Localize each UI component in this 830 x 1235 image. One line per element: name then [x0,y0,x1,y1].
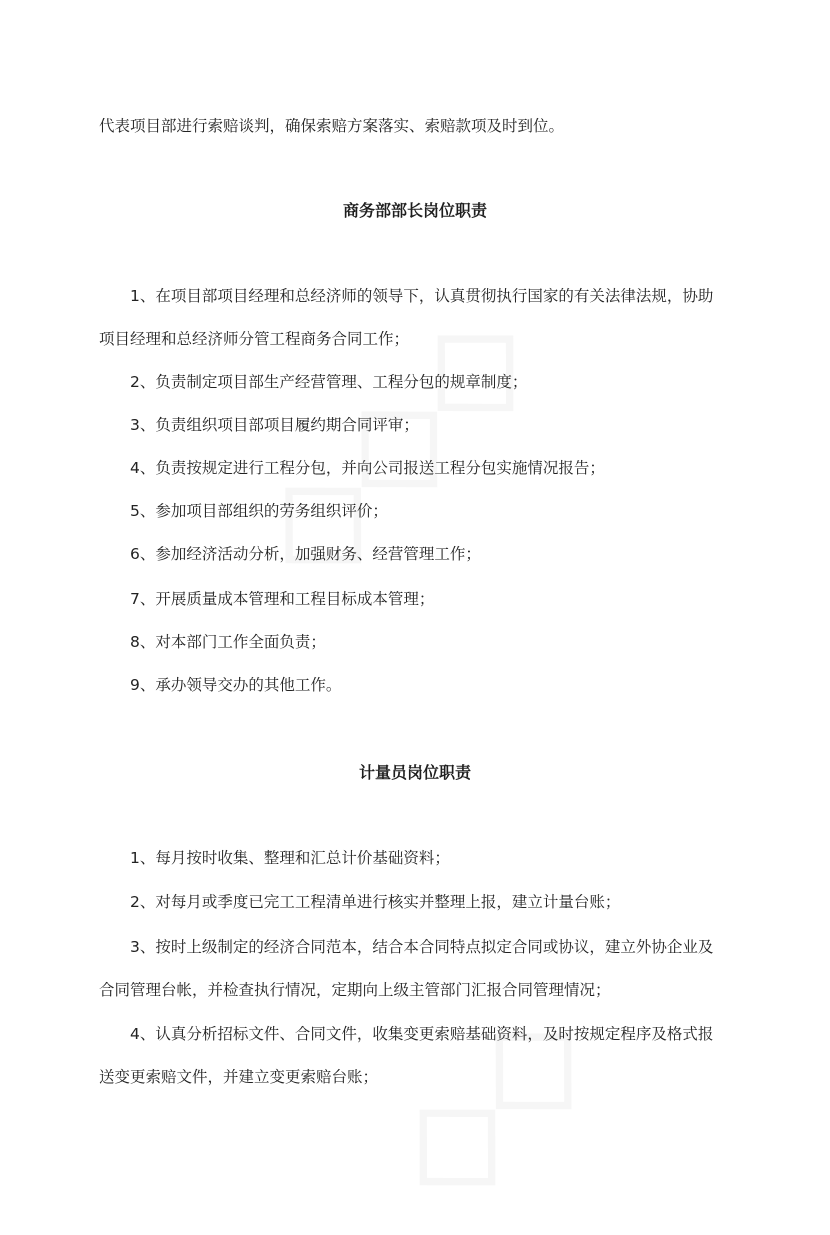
watermark-mark [354,968,622,1235]
duty-item-line: 送变更索赔文件，并建立变更索赔台账； [99,1068,379,1086]
duty-item-line: 7、开展质量成本管理和工程目标成本管理； [130,590,435,608]
duty-item-line: 5、参加项目部组织的劳务组织评价； [130,502,388,520]
duty-item-line: 1、在项目部项目经理和总经济师的领导下，认真贯彻执行国家的有关法律法规，协助 [130,287,714,305]
duty-item-line: 项目经理和总经济师分管工程商务合同工作； [99,330,410,348]
duty-item-line: 8、对本部门工作全面负责； [130,633,326,651]
section-title-quantity-surveyor: 计量员岗位职责 [358,763,471,782]
duty-item-line: 2、负责制定项目部生产经营管理、工程分包的规章制度； [130,373,528,391]
duty-item-line: 3、按时上级制定的经济合同范本，结合本合同特点拟定合同或协议，建立外协企业及 [130,938,714,956]
duty-item-line: 4、认真分析招标文件、合同文件，收集变更索赔基础资料，及时按规定程序及格式报 [130,1025,714,1043]
duty-item-line: 2、对每月或季度已完工工程清单进行核实并整理上报，建立计量台账； [130,893,621,911]
duty-item-line: 合同管理台帐，并检查执行情况，定期向上级主管部门汇报合同管理情况； [99,981,611,999]
section-title-business-manager: 商务部部长岗位职责 [342,201,487,220]
intro-line: 代表项目部进行索赔谈判，确保索赔方案落实、索赔款项及时到位。 [99,117,565,135]
duty-item-line: 3、负责组织项目部项目履约期合同评审； [130,416,419,434]
duty-item-line: 9、承办领导交办的其他工作。 [130,676,342,694]
duty-item-line: 1、每月按时收集、整理和汇总计价基础资料； [130,849,450,867]
duty-item-line: 4、负责按规定进行工程分包，并向公司报送工程分包实施情况报告； [130,459,605,477]
duty-item-line: 6、参加经济活动分析，加强财务、经营管理工作； [130,545,481,563]
